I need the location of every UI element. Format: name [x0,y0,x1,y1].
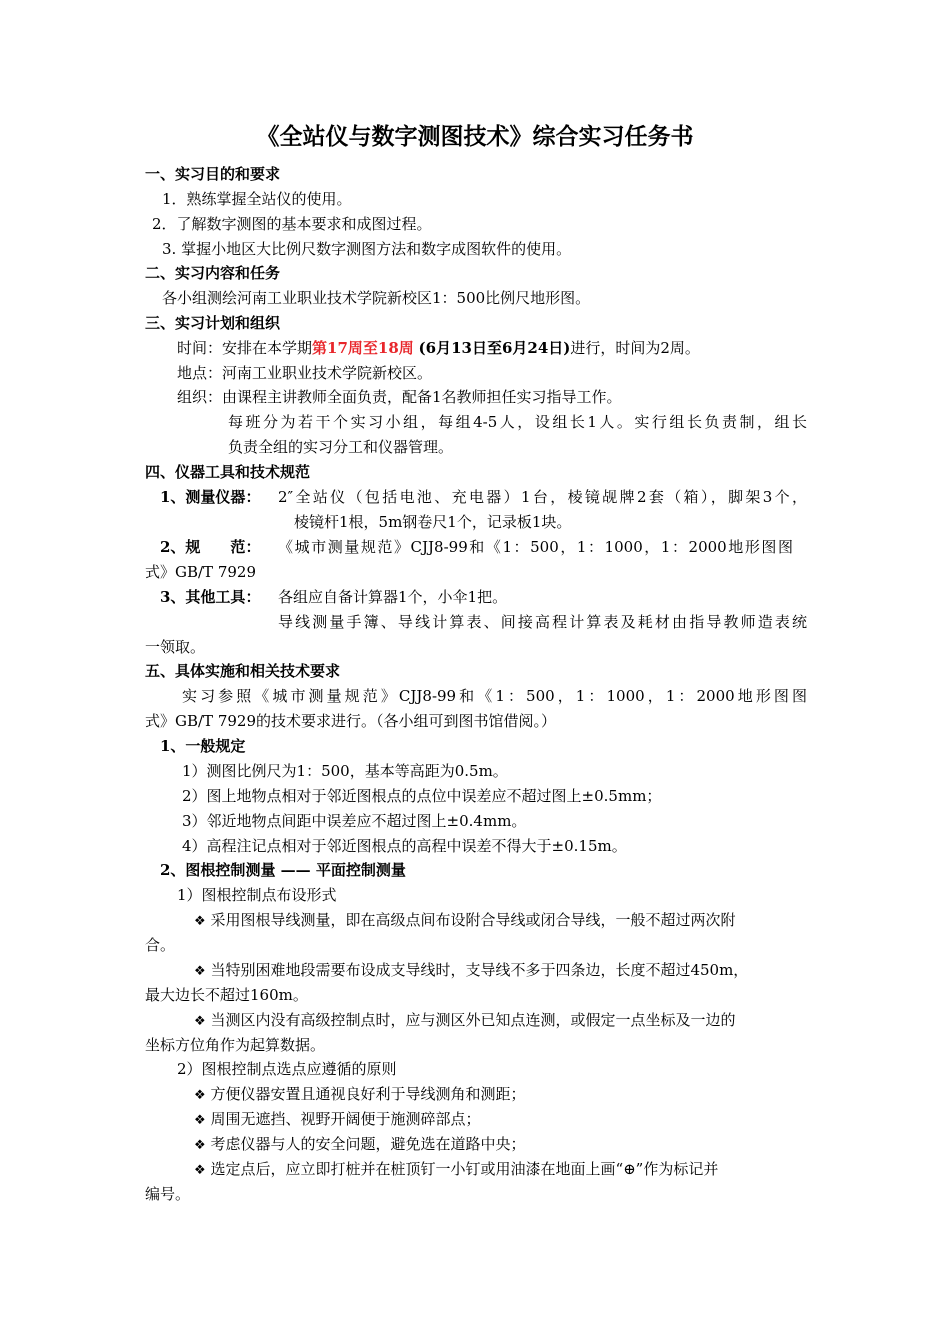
s3-time [177,336,839,361]
diamond-bullet-icon: ❖ [194,1163,206,1178]
diamond-bullet-icon: ❖ [194,1138,206,1153]
s5-intro-2: 式》GB/T 7929的技术要求进行。（各小组可到图书馆借阅。） [145,712,557,730]
s4-item-2-text-2: 式》GB/T 7929 [145,563,257,581]
s3-time-dates: (6月13日至6月24日) [418,339,571,357]
s4-item-3-label: 3、其他工具： [160,588,261,606]
diamond-bullet-icon: ❖ [194,1088,206,1103]
section-1-heading: 一、实习目的和要求 [145,165,281,183]
s5-subsection-1-heading: 1、一般规定 [160,737,246,755]
s5-bullet-6: ❖ 考虑仪器与人的安全问题，避免选在道路中央； [194,1135,526,1153]
s3-org-3: 负责全组的实习分工和仪器管理。 [228,438,454,456]
s1-item-1: 1．熟练掌握全站仪的使用。 [162,190,352,208]
s3-time-weeks: 第17周至18周 [312,339,414,357]
s4-item-2-text-1: 《城市测量规范》CJJ8-99和《1：500，1：1000，1：2000地形图图 [278,538,793,556]
s5-bullet-3-cont: 坐标方位角作为起算数据。 [145,1036,326,1054]
s4-item-3-text-1: 各组应自备计算器1个，小伞1把。 [278,588,508,606]
s3-place: 地点：河南工业职业技术学院新校区。 [177,364,433,382]
s2-text: 各小组测绘河南工业职业技术学院新校区1：500比例尺地形图。 [162,289,591,307]
document-title: 《全站仪与数字测图技术》综合实习任务书 [256,123,694,150]
s5-bullet-3: ❖ 当测区内没有高级控制点时，应与测区外已知点连测，或假定一点坐标及一边的 [194,1011,736,1029]
s5-rule-2: 2）图上地物点相对于邻近图根点的点位中误差应不超过图上±0.5mm； [182,787,662,805]
s5-intro-1: 实习参照《城市测量规范》CJJ8-99和《1：500，1：1000，1：2000地形图图 [182,687,807,705]
s3-org-1: 组织：由课程主讲教师全面负责，配备1名教师担任实习指导工作。 [177,388,622,406]
s4-item-1-label: 1、测量仪器： [160,488,261,506]
s5-rule-3: 3）邻近地物点间距中误差应不超过图上±0.4mm。 [182,812,527,830]
section-3-heading: 三、实习计划和组织 [145,314,281,332]
section-4-heading: 四、仪器工具和技术规范 [145,463,311,481]
s5-bullet-7: ❖ 选定点后，应立即打桩并在桩顶钉一小钉或用油漆在地面上画“⊕”作为标记并 [194,1160,719,1178]
s5-rule-4: 4）高程注记点相对于邻近图根点的高程中误差不得大于±0.15m。 [182,837,627,855]
section-2-heading: 二、实习内容和任务 [145,264,281,282]
s5-bullet-2-cont: 最大边长不超过160m。 [145,986,308,1004]
diamond-bullet-icon: ❖ [194,914,206,929]
s5-bullet-7-cont: 编号。 [145,1185,191,1203]
s4-item-2-label: 2、规 范： [160,538,261,556]
s5-point-2-heading: 2）图根控制点选点应遵循的原则 [177,1060,397,1078]
s5-subsection-2-heading: 2、图根控制测量 —— 平面控制测量 [160,861,406,879]
s4-item-3-text-2: 导线测量手簿、导线计算表、间接高程计算表及耗材由指导教师造表统 [278,613,807,631]
diamond-bullet-icon: ❖ [194,1113,206,1128]
s3-time-prefix: 时间：安排在本学期 [177,339,313,357]
s4-item-1-text-1: 2″全站仪（包括电池、充电器）1台，棱镜觇牌2套（箱），脚架3个， [278,488,807,506]
s5-bullet-1-cont: 合。 [145,936,176,954]
s3-time-suffix: 进行，时间为2周。 [570,339,700,357]
s5-bullet-5: ❖ 周围无遮挡、视野开阔便于施测碎部点； [194,1110,481,1128]
s5-bullet-4: ❖ 方便仪器安置且通视良好利于导线测角和测距； [194,1085,526,1103]
s5-bullet-2: ❖ 当特别困难地段需要布设成支导线时，支导线不多于四条边，长度不超过450m， [194,961,749,979]
s1-item-3: 3. 掌握小地区大比例尺数字测图方法和数字成图软件的使用。 [162,240,572,258]
s4-item-3-text-3: 一领取。 [145,638,206,656]
s3-org-2: 每班分为若干个实习小组，每组4-5人，设组长1人。实行组长负责制，组长 [228,413,807,431]
s4-item-1-text-2: 棱镜杆1根，5m钢卷尺1个，记录板1块。 [294,513,572,531]
section-5-heading: 五、具体实施和相关技术要求 [145,662,341,680]
s5-rule-1: 1）测图比例尺为1：500，基本等高距为0.5m。 [182,762,508,780]
diamond-bullet-icon: ❖ [194,1014,206,1029]
diamond-bullet-icon: ❖ [194,964,206,979]
s5-bullet-1: ❖ 采用图根导线测量，即在高级点间布设附合导线或闭合导线，一般不超过两次附 [194,911,736,929]
s5-point-1-heading: 1）图根控制点布设形式 [177,886,337,904]
s1-item-2: 2．了解数字测图的基本要求和成图过程。 [152,215,432,233]
